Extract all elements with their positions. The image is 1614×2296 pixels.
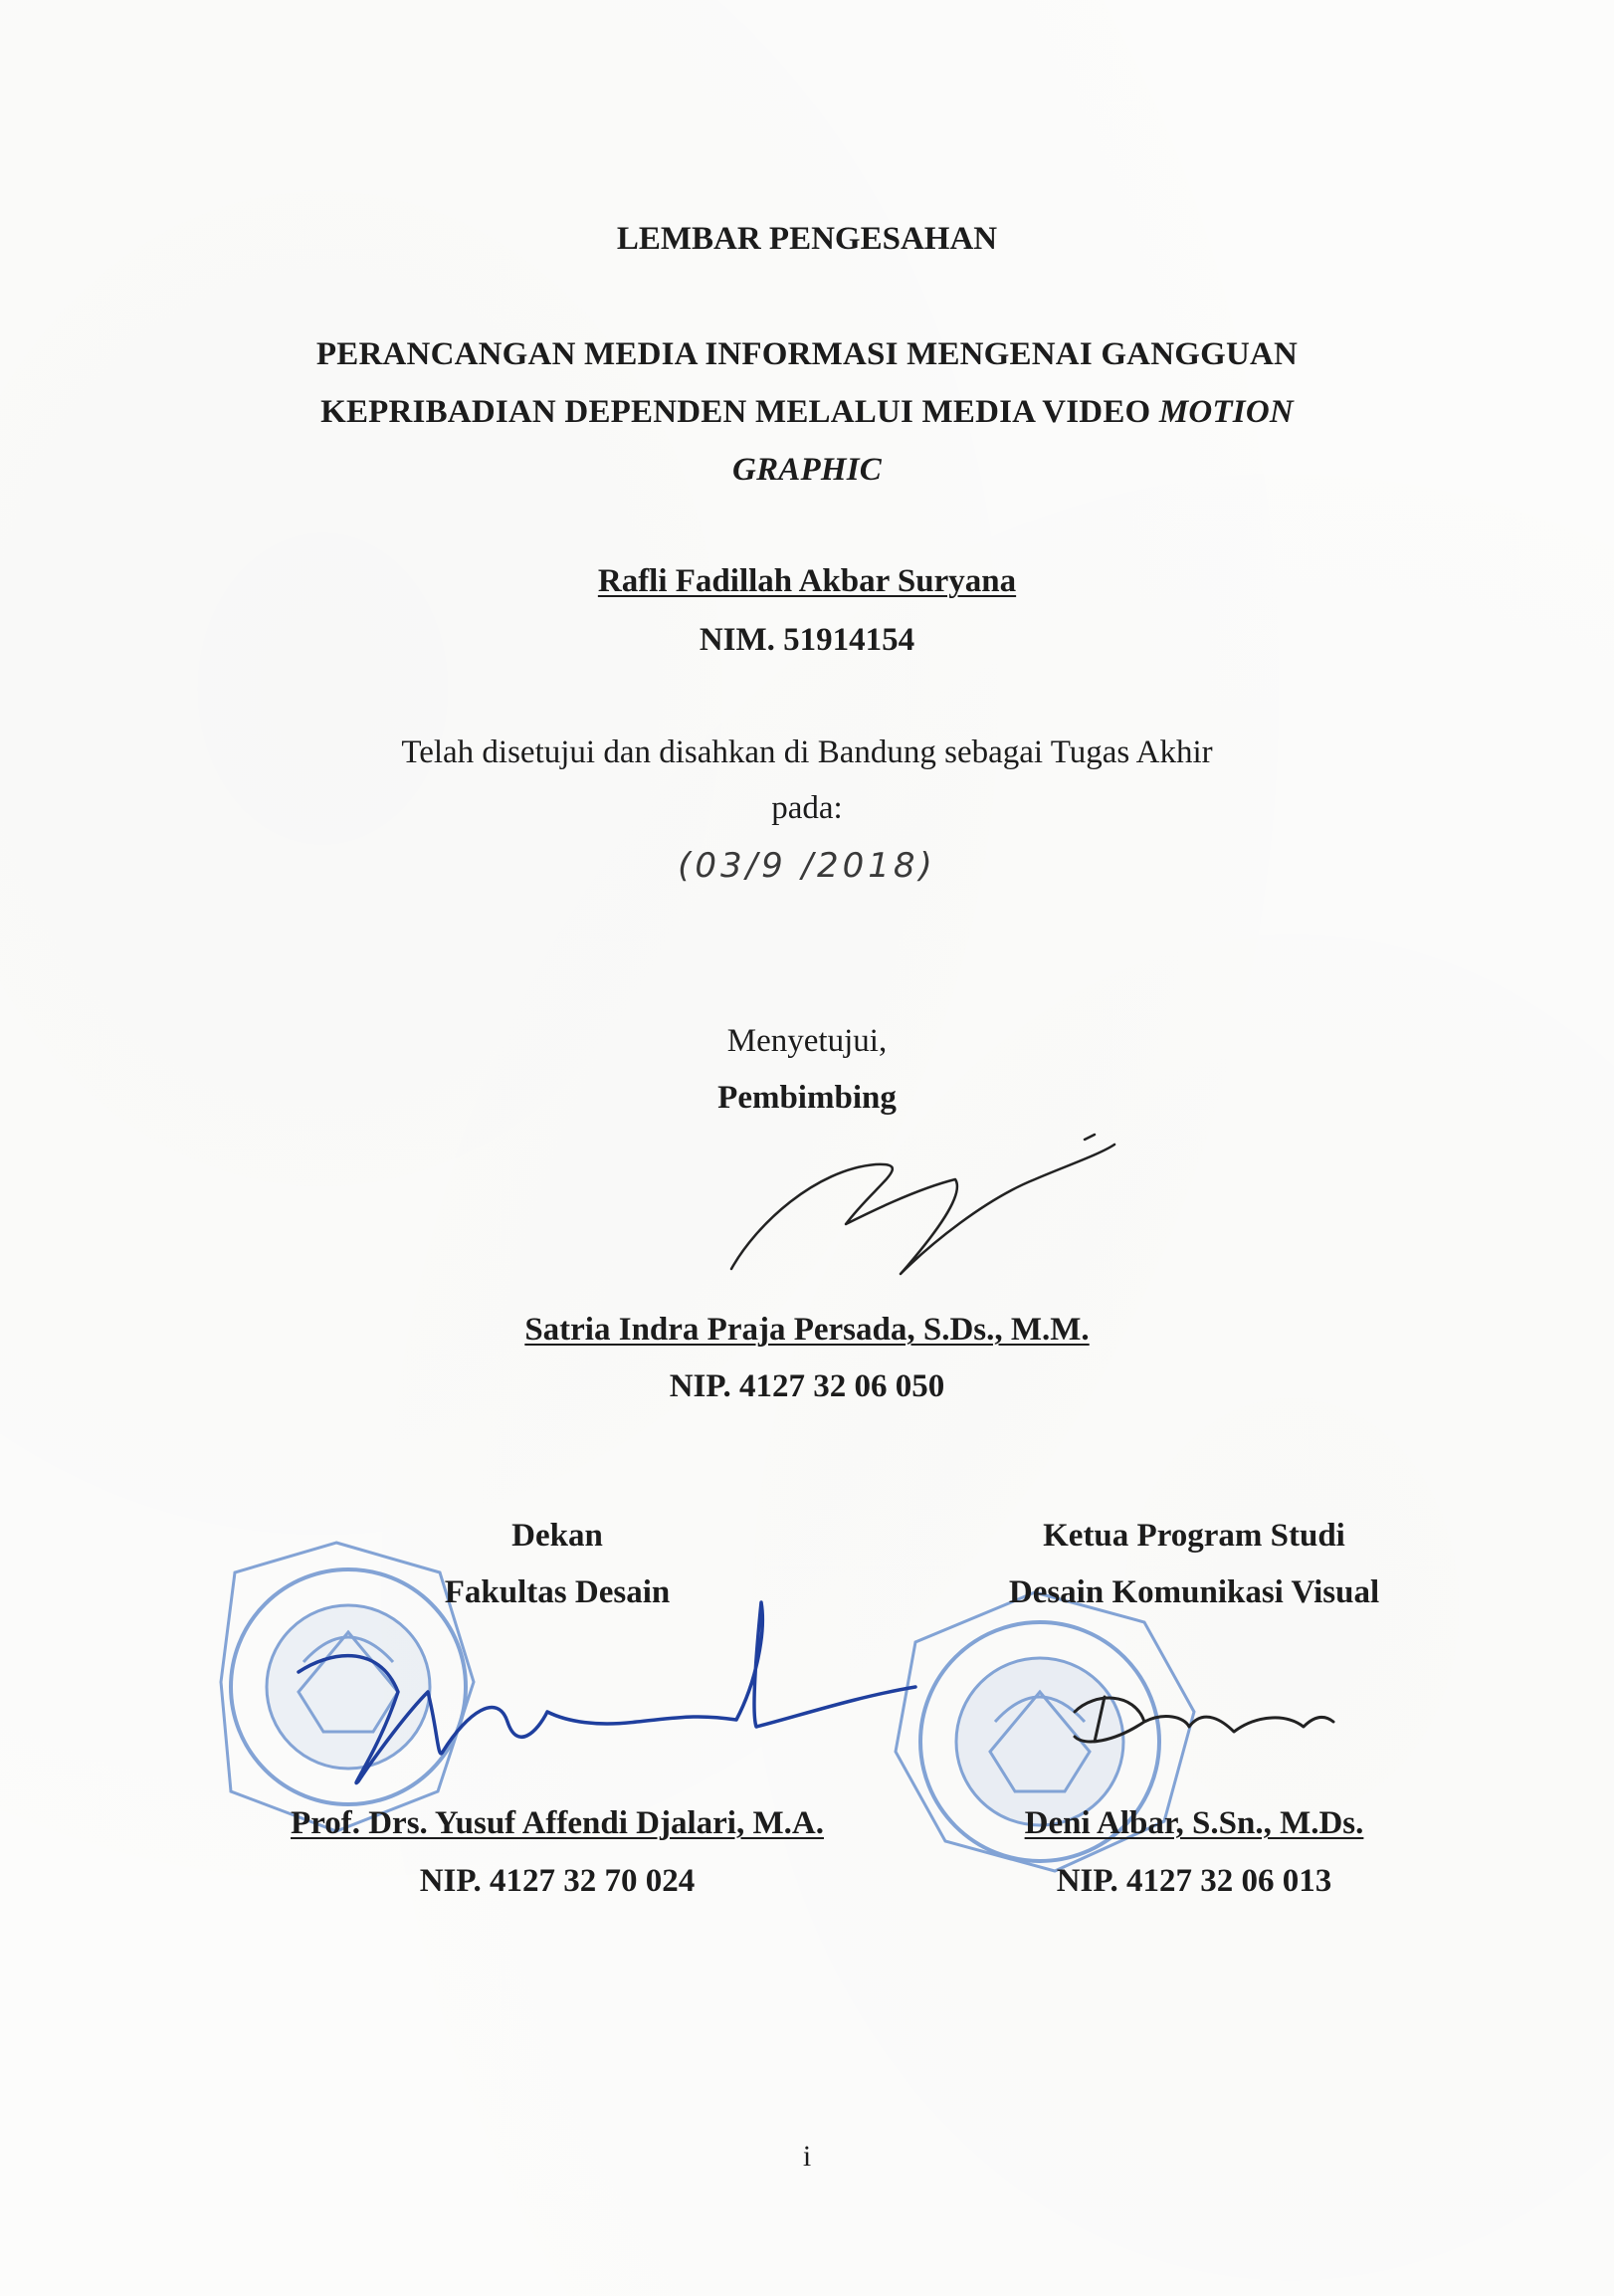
program-head-role-line-1: Ketua Program Studi: [1043, 1518, 1345, 1554]
thesis-title-line-2-normal: KEPRIBADIAN DEPENDEN MELALUI MEDIA VIDEO: [320, 394, 1159, 430]
approval-statement: Telah disetujui dan disahkan di Bandung sebagai Tugas Akhir: [401, 734, 1213, 770]
thesis-title-line-2-italic: MOTION: [1158, 394, 1294, 430]
supervisor-name: Satria Indra Praja Persada, S.Ds., M.M.: [524, 1312, 1090, 1348]
approval-on-label: pada:: [771, 790, 843, 826]
approval-label: Menyetujui,: [726, 1023, 888, 1059]
program-head-signature: [1075, 1697, 1333, 1742]
handwritten-date: (03/9 /2018): [678, 846, 936, 886]
page-number: i: [802, 2140, 812, 2173]
dean-nip: NIP. 4127 32 70 024: [419, 1863, 696, 1899]
program-head-name: Deni Albar, S.Sn., M.Ds.: [1024, 1805, 1364, 1841]
dean-signature: [299, 1602, 915, 1783]
supervisor-role: Pembimbing: [717, 1080, 897, 1116]
thesis-title-line-1: PERANCANGAN MEDIA INFORMASI MENGENAI GANGGUAN: [315, 336, 1299, 372]
supervisor-nip: NIP. 4127 32 06 050: [669, 1368, 945, 1404]
supervisor-signature: [731, 1135, 1114, 1274]
thesis-title-line-3-italic: GRAPHIC: [732, 452, 882, 488]
program-head-nip: NIP. 4127 32 06 013: [1056, 1863, 1332, 1899]
dean-name: Prof. Drs. Yusuf Affendi Djalari, M.A.: [291, 1805, 824, 1841]
author-name: Rafli Fadillah Akbar Suryana: [597, 563, 1017, 599]
dean-role-line-2: Fakultas Desain: [444, 1574, 671, 1610]
dean-role-line-1: Dekan: [511, 1518, 603, 1554]
program-head-role-line-2: Desain Komunikasi Visual: [1008, 1574, 1380, 1610]
page-heading: LEMBAR PENGESAHAN: [616, 221, 998, 257]
author-nim: NIM. 51914154: [699, 622, 915, 658]
